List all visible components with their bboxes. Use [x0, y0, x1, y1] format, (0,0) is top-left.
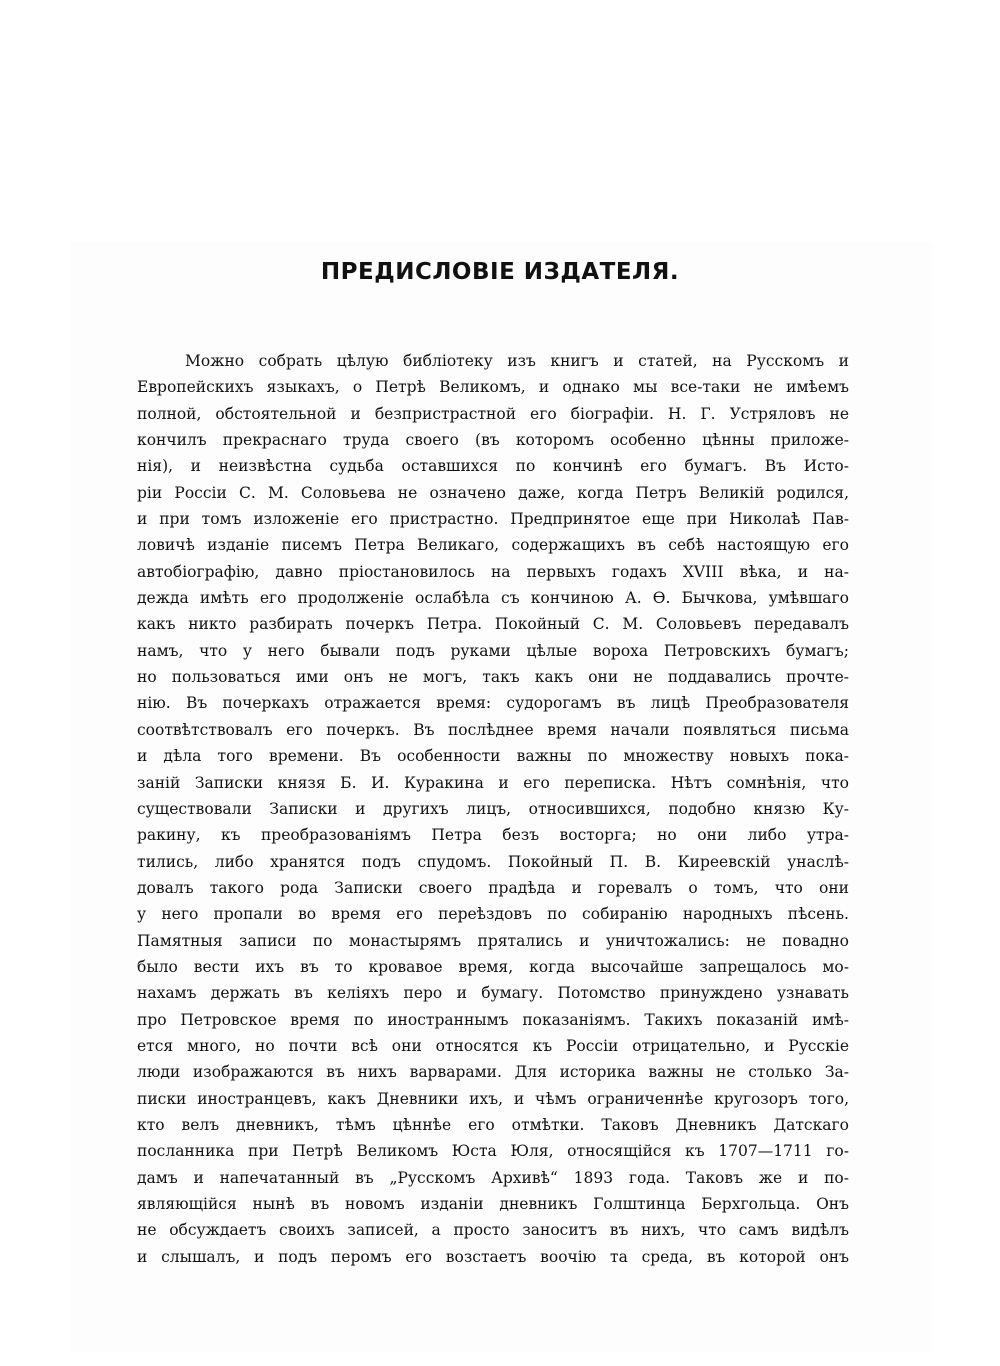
text-line: намъ, что у него бывали подъ руками цѣлые вороха Петровскихъ бумагъ; [137, 641, 849, 660]
text-line: Памятныя записи по монастырямъ прятались и уничтожались: не повадно [137, 931, 849, 950]
text-line: и слышалъ, и подъ перомъ его возстаетъ воочію та среда, въ которой онъ [137, 1247, 849, 1266]
text-line: не обсуждаетъ своихъ записей, а просто заноситъ въ нихъ, что самъ видѣлъ [137, 1221, 849, 1240]
body-text [137, 348, 849, 1270]
text-line: но пользоваться ими онъ не могъ, такъ какъ они не поддавались прочте- [137, 668, 849, 687]
text-line: и при томъ изложеніе его пристрастно. Предпринятое еще при Николаѣ Пав- [137, 510, 849, 529]
page-title: ПРЕДИСЛОВІЕ ИЗДАТЕЛЯ. [320, 259, 680, 285]
text-line: Европейскихъ языкахъ, о Петрѣ Великомъ, и однако мы все-таки не имѣемъ [137, 378, 849, 397]
text-line: автобіографію, давно пріостановилось на первыхъ годахъ XVIII вѣка, и на- [137, 562, 849, 581]
text-line: соотвѣтствовалъ его почеркъ. Въ послѣднее время начали появляться письма [137, 720, 849, 739]
text-line: ракину, къ преобразованіямъ Петра безъ восторга; но они либо утра- [137, 826, 849, 845]
text-line: какъ никто разбирать почеркъ Петра. Покойный С. М. Соловьевъ передавалъ [137, 615, 849, 634]
text-line: являющійся нынѣ въ новомъ изданіи дневникъ Голштинца Берхгольца. Онъ [137, 1195, 849, 1213]
text-line: дежда имѣть его продолженіе ослабѣла съ кончиною А. Ѳ. Бычкова, умѣвшаго [137, 589, 849, 608]
text-line: про Петровское время по иностраннымъ показаніямъ. Такихъ показаній имѣ- [137, 1010, 849, 1029]
text-line: дамъ и напечатанный въ „Русскомъ Архивѣ“ 1893 года. Таковъ же и по- [137, 1168, 849, 1187]
text-line: и дѣла того времени. Въ особенности важны по множеству новыхъ пока- [137, 747, 849, 766]
text-line: тились, либо хранятся подъ спудомъ. Покойный П. В. Киреевскій унаслѣ- [137, 852, 849, 871]
text-line: ловичѣ изданіе писемъ Петра Великаго, содержащихъ въ себѣ настоящую его [137, 536, 849, 555]
text-line: кто велъ дневникъ, тѣмъ цѣннѣе его отмѣтки. Таковъ Дневникъ Датскаго [137, 1115, 849, 1134]
text-line: существовали Записки и другихъ лицъ, относившихся, подобно князю Ку- [137, 799, 849, 818]
text-line: кончилъ прекраснаго труда своего (въ которомъ особенно цѣнны приложе- [137, 431, 849, 450]
text-line: было вести ихъ въ то кровавое время, когда высочайше запрещалось мо- [137, 957, 849, 976]
text-line: люди изображаются въ нихъ варварами. Для историка важны не столько За- [137, 1063, 849, 1082]
text-line: у него пропали во время его переѣздовъ по собиранію народныхъ пѣсень. [137, 905, 849, 924]
text-line: довалъ такого рода Записки своего прадѣда и горевалъ о томъ, что они [137, 878, 849, 897]
text-line: полной, обстоятельной и безпристрастной его біографіи. Н. Г. Устряловъ не [137, 404, 849, 423]
text-line: ріи Россіи С. М. Соловьева не означено даже, когда Петръ Великій родился, [137, 483, 849, 502]
text-line: заній Записки князя Б. И. Куракина и его переписка. Нѣтъ сомнѣнія, что [137, 773, 849, 792]
text-line: нахамъ держать въ келіяхъ перо и бумагу. Потомство принуждено узнавать [137, 984, 849, 1003]
text-line: нію. Въ почеркахъ отражается время: судорогамъ въ лицѣ Преобразователя [137, 694, 849, 713]
text-line: ется много, но почти всѣ они относятся къ Россіи отрицательно, и Русскіе [137, 1036, 849, 1055]
text-line: нія), и неизвѣстна судьба оставшихся по кончинѣ его бумагъ. Въ Исто- [137, 457, 849, 476]
text-line: писки иностранцевъ, какъ Дневники ихъ, и чѣмъ ограниченнѣе кругозоръ того, [137, 1089, 849, 1108]
text-line: посланника при Петрѣ Великомъ Юста Юля, относящійся къ 1707—1711 го- [137, 1142, 849, 1161]
text-line: Можно собрать цѣлую библіотеку изъ книгъ и статей, на Русскомъ и [185, 352, 849, 370]
